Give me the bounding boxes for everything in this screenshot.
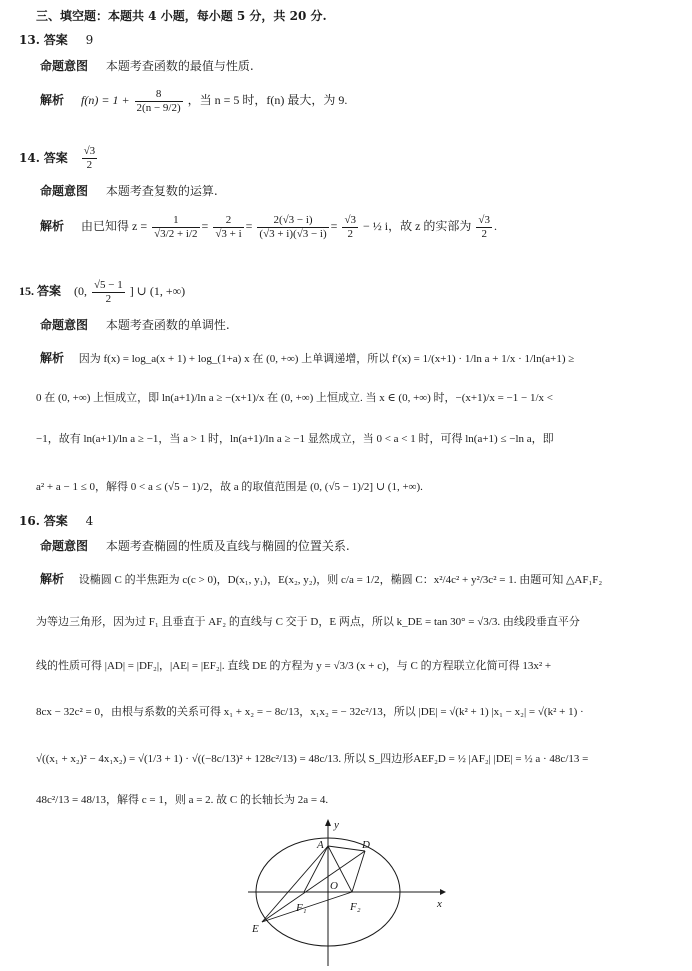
q14-frac-3 [257,214,328,241]
q14-frac-4 [342,214,358,241]
q14-answer-label: 答案 [43,151,68,165]
q14-frac-5-den: 2 [481,227,487,240]
q14-analysis-line: 解析 由已知得 z = $\frac{1}{√3/2 + i/2}$ = $\frac{2}{√3 + i}$ = $\frac{2(√3 - i)}{(√3 + i)(√3 - i)}$ = $\frac{√3}{2}$ − ½ i，故 z 的实部为 $\frac{√3}{2}$ . [40,213,497,240]
q14-analysis-label: 解析 [40,219,65,233]
q16-line5: √((x₁ + x₂)² − 4x₁x₂) = √(1/3 + 1) · √((−8c/13)² + 128c²/13) = 48c/13. 所以 S_四边形AEF₂D = ½ |AF₂| |DE| = ½ a · 48c/13 = [36,753,589,765]
q13-analysis-label: 解析 [40,93,65,107]
q13-analysis-text: ，当 n = 5 时，f(n) 最大，为 9. [187,93,348,107]
q16-analysis-label: 解析 [40,572,65,586]
q16-line6: 48c²/13 = 48/13，解得 c = 1，则 a = 2. 故 C 的长轴长为 2a = 4. [36,794,329,806]
q14-frac-4-den: 2 [347,227,353,240]
q15-answer-den: 2 [105,292,112,305]
label-o: O [330,880,338,892]
q14-intent-label: 命题意图 [40,184,89,198]
q15-answer-label: 答案 [37,284,62,298]
q16-intent-line [40,538,350,554]
q13-intent: 本题考查函数的最值与性质. [105,59,254,73]
q14-number: 14. [19,151,40,165]
ellipse-figure [248,818,448,968]
q16-intent-label: 命题意图 [40,539,89,553]
q16-answer-line [19,513,93,529]
segment-ad [328,846,365,851]
q15-analysis-line1 [40,350,574,367]
q16-line3: 线的性质可得 |AD| = |DF₂|，|AE| = |EF₂|. 直线 DE 的方程为 y = √3/3 (x + c)，与 C 的方程联立化简可得 13x² + [36,660,552,672]
label-e: E [252,923,259,935]
q16-answer: 4 [85,514,94,528]
q13-number: 13. [19,33,40,47]
q15-answer-left: (0, [74,284,88,298]
section-heading: 三、填空题：本题共 4 小题，每小题 5 分，共 20 分. [36,9,327,23]
y-axis-arrow [325,819,331,826]
q13-fraction [135,88,183,115]
q15-answer-frac [92,279,125,306]
q14-frac-3-den: (√3 + i)(√3 − i) [259,227,327,240]
q15-line2: 0 在 (0, +∞) 上恒成立，即 ln(a+1)/ln a ≥ −(x+1)/x 在 (0, +∞) 上恒成立. 当 x ∈ (0, +∞) 时，−(x+1)/x = −1 − 1/x < [36,392,553,404]
q16-line1: 设椭圆 C 的半焦距为 c(c > 0)，D(x₁, y₁)，E(x₂, y₂)，则 c/a = 1/2，椭圆 C：x²/4c² + y²/3c² = 1. 由题可知 △AF₁F₂ [78,574,603,586]
label-y: y [334,819,339,831]
q16-line2: 为等边三角形，因为过 F₁ 且垂直于 AF₂ 的直线与 C 交于 D，E 两点，所以 k_DE = tan 30° = √3/3. 由线段垂直平分 [36,616,580,628]
q13-fraction-num: 8 [135,88,183,102]
label-d: D [362,839,370,851]
q14-intent: 本题考查复数的运算. [105,184,218,198]
q15-line4: a² + a − 1 ≤ 0，解得 0 < a ≤ (√5 − 1)/2，故 a 的取值范围是 (0, (√5 − 1)/2] ∪ (1, +∞). [36,481,423,493]
q16-analysis-line1 [40,571,602,588]
q14-analysis-text2: − ½ i，故 z 的实部为 [362,219,472,233]
q14-frac-2 [213,214,243,241]
q15-answer-num: √5 − 1 [94,278,123,291]
label-a: A [317,839,324,851]
q15-line1: 因为 f(x) = log_a(x + 1) + log_(1+a) x 在 (0, +∞) 上单调递增，所以 f′(x) = 1/(x+1) · 1/ln a + 1/x · 1/ln(a+1) ≥ [78,353,575,365]
q15-intent-line [40,317,230,333]
q16-line4: 8cx − 32c² = 0，由根与系数的关系可得 x₁ + x₂ = − 8c/13，x₁x₂ = − 32c²/13，所以 |DE| = √(k² + 1) |x₁ − x₂| = √(k² + 1) · [36,706,584,718]
q15-answer-right: ] ∪ (1, +∞) [129,284,186,298]
q14-answer-den: 2 [86,159,93,171]
q15-answer-line [19,276,185,306]
q14-frac-5 [476,214,492,241]
q15-analysis-label: 解析 [40,351,65,365]
x-axis-arrow [440,889,446,895]
q15-number: 15. [19,284,34,298]
q14-frac-1 [152,214,199,241]
label-f2: F₂ [350,901,361,913]
q14-answer-line [19,144,99,172]
label-f1: F₁ [296,902,307,914]
q14-frac-1-num: 1 [152,214,199,228]
q13-answer-line [19,32,93,48]
q16-intent: 本题考查椭圆的性质及直线与椭圆的位置关系. [105,539,350,553]
segment-df2 [352,851,365,892]
q14-frac-5-num: √3 [478,213,490,226]
q15-intent: 本题考查函数的单调性. [105,318,230,332]
q13-answer: 9 [85,33,94,47]
q14-answer-num: √3 [83,145,96,157]
q15-intent-label: 命题意图 [40,318,89,332]
q14-frac-2-num: 2 [213,214,243,228]
q16-answer-label: 答案 [43,514,68,528]
q14-analysis-text1: 由已知得 z = [81,219,148,233]
label-x: x [437,898,442,910]
q14-frac-4-num: √3 [344,213,356,226]
q13-intent-line [40,58,254,74]
q13-answer-label: 答案 [43,33,68,47]
q16-number: 16. [19,514,40,528]
q14-answer [82,145,98,172]
q15-line3: −1，故有 ln(a+1)/ln a ≥ −1，当 a > 1 时，ln(a+1)/ln a ≥ −1 显然成立，当 0 < a < 1 时，可得 ln(a+1) ≤ −ln a，即 [36,433,554,445]
q13-intent-label: 命题意图 [40,59,89,73]
q14-intent-line [40,183,218,199]
q14-frac-2-den: √3 + i [215,227,242,240]
q13-analysis-line [40,84,347,116]
q14-analysis-end: . [493,219,497,233]
q14-frac-1-den: √3/2 + i/2 [154,227,198,240]
q14-frac-3-num: 2(√3 − i) [257,214,328,228]
q13-fraction-den: 2(n − 9/2) [136,101,181,114]
q13-analysis-lhs: f(n) = 1 + [81,93,130,107]
